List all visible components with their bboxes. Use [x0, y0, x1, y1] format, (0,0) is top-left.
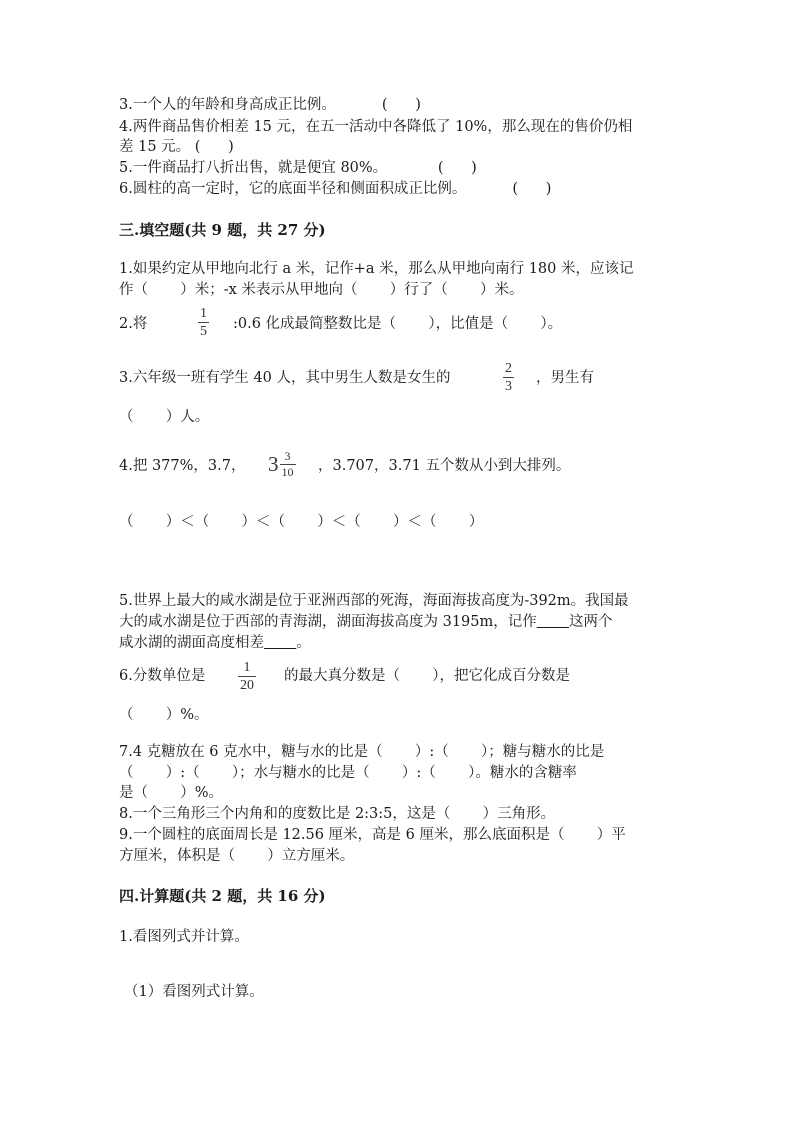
mixed-whole: 3	[268, 452, 279, 476]
fill-q4-prefix: 4.把 377%，3.7，	[119, 458, 246, 474]
fill-q3-prefix: 3.六年级一班有学生 40 人，其中男生人数是女生的	[119, 370, 451, 386]
fraction-numerator: 1	[200, 306, 207, 321]
tf-item-6: 6.圆柱的高一定时，它的底面半径和侧面积成正比例。 ( )	[119, 181, 552, 197]
fraction-q2	[198, 306, 209, 339]
mixed-fraction	[280, 450, 296, 479]
fill-q1-line1: 1.如果约定从甲地向北行 a 米，记作+a 米，那么从甲地向南行 180 米，应该记	[119, 261, 634, 277]
fill-q5-line2-text: 大的咸水湖是位于西部的青海湖，湖面海拔高度为 3195m，记作	[119, 614, 537, 630]
fraction-numerator: 2	[505, 361, 512, 376]
fraction-denominator: 5	[200, 324, 207, 339]
fill-q1-line2: 作（ ）米；-x 米表示从甲地向（ ）行了（ ）米。	[119, 282, 524, 298]
fraction-denominator: 10	[281, 465, 294, 479]
fill-q6-line2: （ ）%。	[119, 707, 209, 723]
fill-q6-prefix: 6.分数单位是	[119, 668, 206, 684]
fraction-bar	[503, 377, 514, 378]
mixed-number-q4	[268, 450, 296, 479]
fill-q9-line2: 方厘米，体积是（ ）立方厘米。	[119, 848, 355, 864]
fraction-numerator: 3	[284, 449, 291, 463]
section-heading-calculation: 四.计算题(共 2 题，共 16 分)	[119, 887, 326, 905]
calc-q1-sub1: （1）看图列式计算。	[124, 984, 264, 1000]
fraction-bar	[238, 676, 256, 677]
fill-q7-line3: 是（ ）%。	[119, 785, 224, 801]
fill-q5-line1: 5.世界上最大的咸水湖是位于亚洲西部的死海，海面海拔高度为-392m。我国最	[119, 593, 629, 609]
fill-q4-answer-line: （ ）＜（ ）＜（ ）＜（ ）＜（ ）	[119, 514, 484, 530]
fill-q9-line1: 9.一个圆柱的底面周长是 12.56 厘米，高是 6 厘米，那么底面积是（ ）平	[119, 827, 626, 843]
fraction-q3	[503, 361, 514, 394]
fill-q5-line3-tail: 。	[296, 635, 311, 651]
tf-item-4-line1: 4.两件商品售价相差 15 元，在五一活动中各降低了 10%，那么现在的售价仍相	[119, 119, 633, 135]
fill-q7-line2: （ ）:（ ）；水与糖水的比是（ ）:（ ）。糖水的含糖率	[119, 765, 577, 781]
fill-q5-line3-text: 咸水湖的湖面高度相差	[119, 635, 264, 651]
fill-q5-line2-tail: 这两个	[569, 614, 613, 630]
fill-q7-line1: 7.4 克糖放在 6 克水中，糖与水的比是（ ）:（ ）；糖与糖水的比是	[119, 744, 605, 760]
fill-q4-suffix: ，3.707，3.71 五个数从小到大排列。	[318, 458, 571, 474]
answer-blank	[264, 635, 296, 651]
tf-item-4-line2: 差 15 元。 ( )	[119, 139, 234, 155]
fraction-numerator: 1	[243, 660, 251, 675]
answer-blank	[537, 614, 569, 630]
fraction-q6	[238, 660, 256, 693]
tf-item-5: 5.一件商品打八折出售，就是便宜 80%。 ( )	[119, 160, 477, 176]
fill-q5-line3	[119, 633, 311, 653]
fraction-denominator: 20	[240, 678, 254, 693]
fill-q8: 8.一个三角形三个内角和的度数比是 2:3:5，这是（ ）三角形。	[119, 806, 556, 822]
section-heading-fill-in: 三.填空题(共 9 题，共 27 分)	[119, 221, 326, 239]
fill-q3-suffix: ，男生有	[536, 370, 594, 386]
tf-item-3: 3.一个人的年龄和身高成正比例。 ( )	[119, 97, 421, 113]
fill-q3-line2: （ ）人。	[119, 409, 210, 425]
fill-q2-prefix: 2.将	[119, 316, 148, 332]
fraction-denominator: 3	[505, 379, 512, 394]
calc-q1: 1.看图列式并计算。	[119, 929, 249, 945]
fill-q6-suffix: 的最大真分数是（ ），把它化成百分数是	[284, 668, 571, 684]
fill-q5-line2	[119, 612, 613, 632]
fraction-bar	[198, 322, 209, 323]
fill-q2-suffix: :0.6 化成最简整数比是（ ），比值是（ ）。	[233, 316, 563, 332]
